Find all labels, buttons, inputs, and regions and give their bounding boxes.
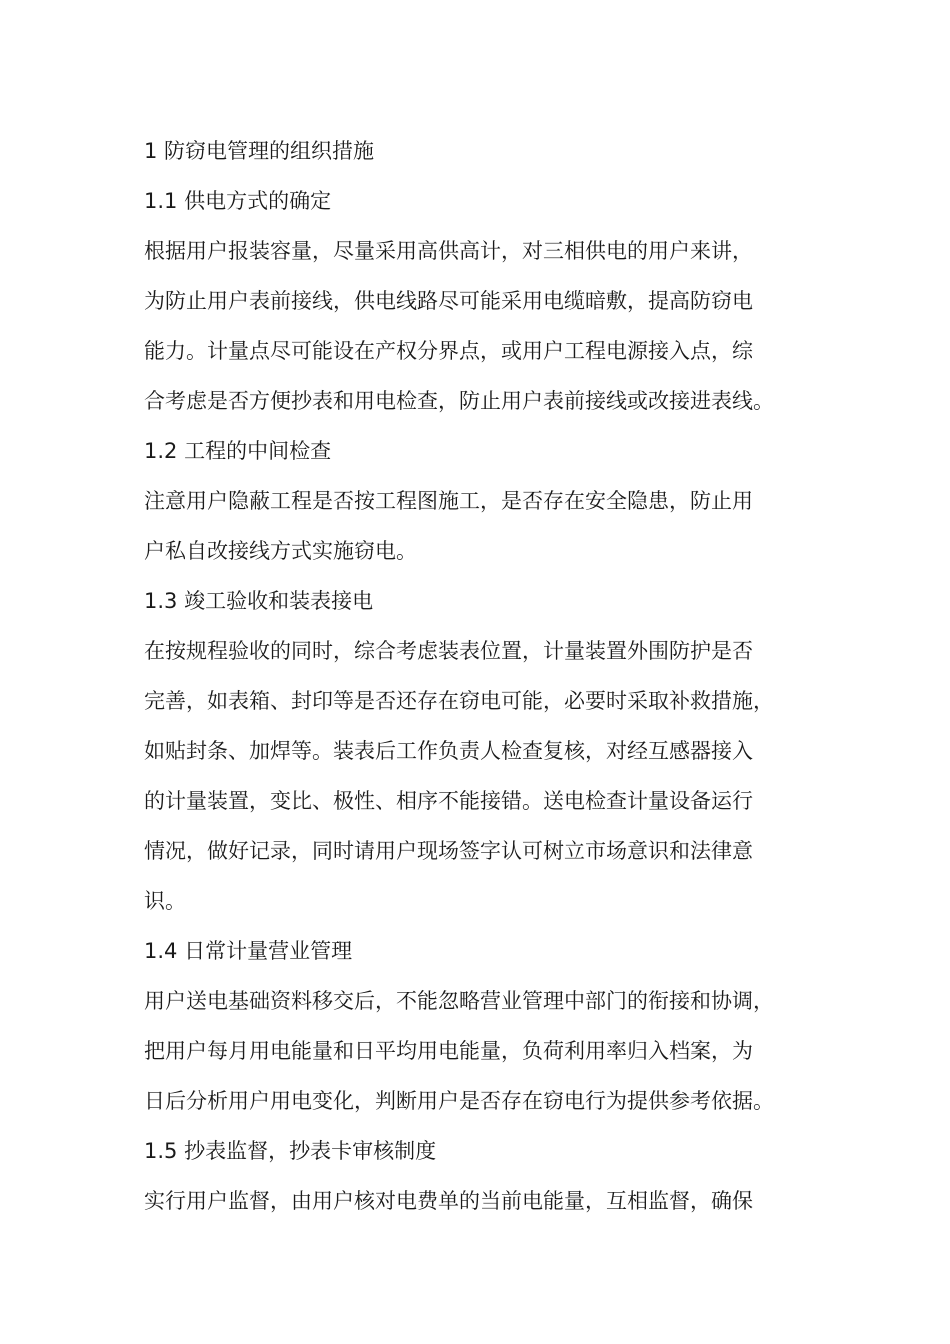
section-heading: 1 防窃电管理的组织措施	[144, 139, 375, 163]
paragraph-line: 完善，如表箱、封印等是否还存在窃电可能，必要时采取补救措施，	[144, 689, 774, 713]
paragraph-line: 把用户每月用电能量和日平均用电能量，负荷利用率归入档案，为	[144, 1039, 753, 1063]
paragraph-line: 注意用户隐蔽工程是否按工程图施工，是否存在安全隐患，防止用	[144, 489, 753, 513]
subsection-heading: 1.3 竣工验收和装表接电	[144, 589, 374, 613]
paragraph-line: 情况，做好记录，同时请用户现场签字认可树立市场意识和法律意	[144, 839, 753, 863]
paragraph-line: 用户送电基础资料移交后，不能忽略营业管理中部门的衔接和协调，	[144, 989, 774, 1013]
document-body	[144, 126, 834, 1226]
paragraph-line: 实行用户监督，由用户核对电费单的当前电能量，互相监督，确保	[144, 1189, 753, 1213]
paragraph-line: 能力。计量点尽可能设在产权分界点，或用户工程电源接入点，综	[144, 339, 753, 363]
subsection-heading: 1.5 抄表监督，抄表卡审核制度	[144, 1139, 437, 1163]
paragraph-line: 识。	[144, 889, 186, 913]
paragraph-line: 在按规程验收的同时，综合考虑装表位置，计量装置外围防护是否	[144, 639, 753, 663]
paragraph-line: 合考虑是否方便抄表和用电检查，防止用户表前接线或改接进表线。	[144, 389, 774, 413]
subsection-heading: 1.4 日常计量营业管理	[144, 939, 353, 963]
paragraph-line: 的计量装置，变比、极性、相序不能接错。送电检查计量设备运行	[144, 789, 753, 813]
paragraph-line: 为防止用户表前接线，供电线路尽可能采用电缆暗敷，提高防窃电	[144, 289, 753, 313]
paragraph-line: 日后分析用户用电变化，判断用户是否存在窃电行为提供参考依据。	[144, 1089, 774, 1113]
subsection-heading: 1.1 供电方式的确定	[144, 189, 332, 213]
subsection-heading: 1.2 工程的中间检查	[144, 439, 332, 463]
paragraph-line: 如贴封条、加焊等。装表后工作负责人检查复核，对经互感器接入	[144, 739, 753, 763]
paragraph-line: 根据用户报装容量，尽量采用高供高计，对三相供电的用户来讲，	[144, 239, 753, 263]
paragraph-line: 户私自改接线方式实施窃电。	[144, 539, 417, 563]
